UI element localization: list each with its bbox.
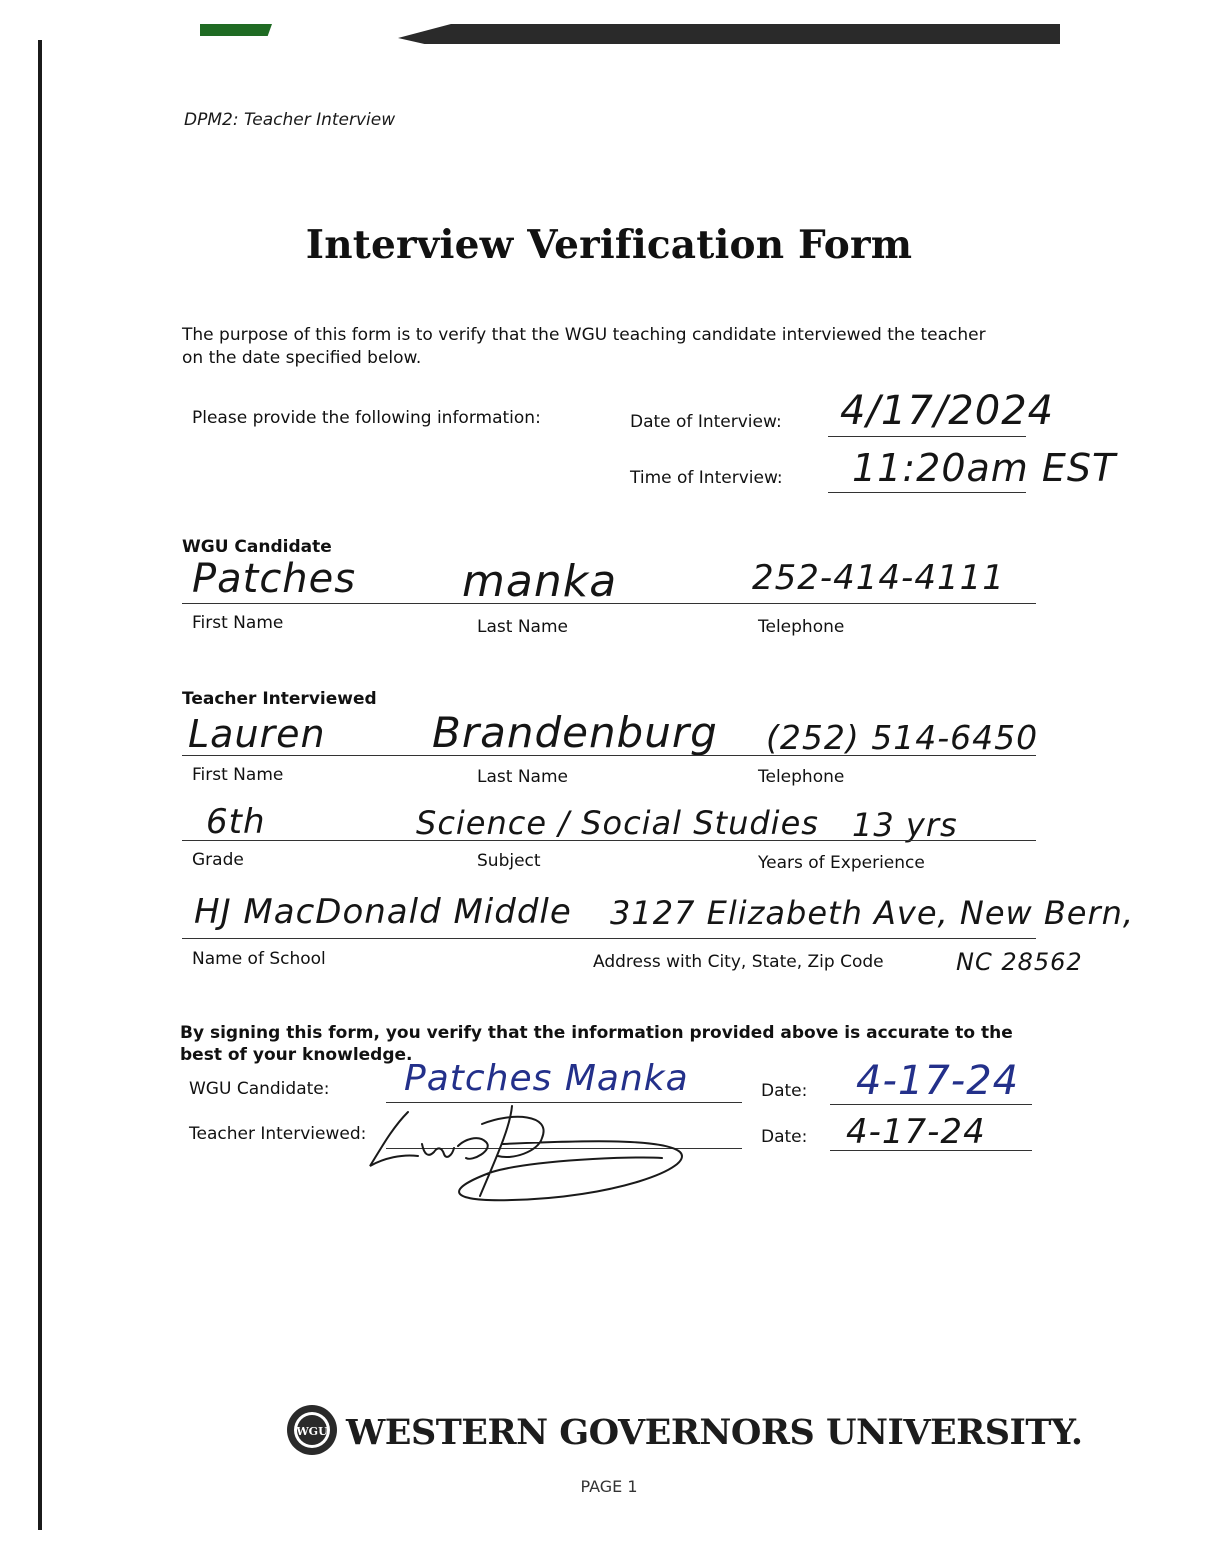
school-name: HJ MacDonald Middle <box>194 892 572 932</box>
teacher-grade-line <box>182 840 1036 841</box>
teacher-last-name: Brandenburg <box>432 708 718 757</box>
school-name-label: Name of School <box>192 949 326 969</box>
candidate-telephone-label: Telephone <box>758 617 845 637</box>
candidate-last-name: manka <box>462 556 618 607</box>
date-of-interview-value: 4/17/2024 <box>840 388 1055 434</box>
teacher-first-name-label: First Name <box>192 765 284 785</box>
teacher-last-name-label: Last Name <box>477 767 568 787</box>
doc-label: DPM2: Teacher Interview <box>184 110 396 130</box>
teacher-telephone: (252) 514-6450 <box>766 718 1039 757</box>
teacher-sign-date: 4-17-24 <box>846 1112 986 1152</box>
candidate-date-label: Date: <box>761 1081 808 1101</box>
teacher-date-line <box>830 1150 1032 1151</box>
verification-statement: By signing this form, you verify that the information provided above is accurate to the best of your knowledge. <box>180 1023 1013 1065</box>
candidate-signature: Patches Manka <box>404 1058 689 1099</box>
candidate-signature-label: WGU Candidate: <box>189 1079 330 1099</box>
date-of-interview-line <box>828 436 1026 437</box>
candidate-first-name: Patches <box>192 556 357 602</box>
teacher-subject-label: Subject <box>477 851 541 871</box>
candidate-line <box>182 603 1036 604</box>
wgu-wordmark: WESTERN GOVERNORS UNIVERSITY. <box>346 1412 1083 1453</box>
time-of-interview-line <box>828 492 1026 493</box>
school-line <box>182 938 1036 939</box>
address-label: Address with City, State, Zip Code <box>593 952 884 972</box>
candidate-last-name-label: Last Name <box>477 617 568 637</box>
candidate-first-name-label: First Name <box>192 613 284 633</box>
candidate-telephone: 252-414-4111 <box>752 558 1005 598</box>
school-address-line2: NC 28562 <box>956 948 1083 976</box>
teacher-grade: 6th <box>206 802 266 842</box>
page-number: PAGE 1 <box>580 1477 638 1496</box>
page-title: Interview Verification Form <box>305 222 913 268</box>
intro-text: The purpose of this form is to verify that the WGU teaching candidate interviewed the teacher on the date specified below. <box>182 325 986 368</box>
candidate-sign-date: 4-17-24 <box>856 1058 1020 1104</box>
wgu-seal-text: WGU <box>296 1425 328 1438</box>
candidate-section-heading: WGU Candidate <box>182 537 332 557</box>
time-of-interview-label: Time of Interview: <box>630 468 783 488</box>
time-of-interview-value: 11:20am EST <box>852 446 1117 490</box>
candidate-date-line <box>830 1104 1032 1105</box>
teacher-name-line <box>182 755 1036 756</box>
teacher-signature-label: Teacher Interviewed: <box>189 1124 367 1144</box>
info-prompt: Please provide the following information: <box>192 408 541 428</box>
teacher-telephone-label: Telephone <box>758 767 845 787</box>
teacher-subject: Science / Social Studies <box>416 804 819 842</box>
teacher-section-heading: Teacher Interviewed <box>182 689 377 709</box>
scan-edge-top <box>398 24 1060 44</box>
teacher-signature-drawing <box>362 1098 692 1206</box>
teacher-first-name: Lauren <box>188 712 326 756</box>
scan-edge-green <box>200 24 272 36</box>
date-of-interview-label: Date of Interview: <box>630 412 782 432</box>
teacher-years: 13 yrs <box>852 806 958 844</box>
teacher-grade-label: Grade <box>192 850 244 870</box>
school-address-line1: 3127 Elizabeth Ave, New Bern, <box>610 894 1135 932</box>
teacher-date-label: Date: <box>761 1127 808 1147</box>
teacher-years-label: Years of Experience <box>758 853 925 873</box>
wgu-logo <box>284 1402 1083 1458</box>
